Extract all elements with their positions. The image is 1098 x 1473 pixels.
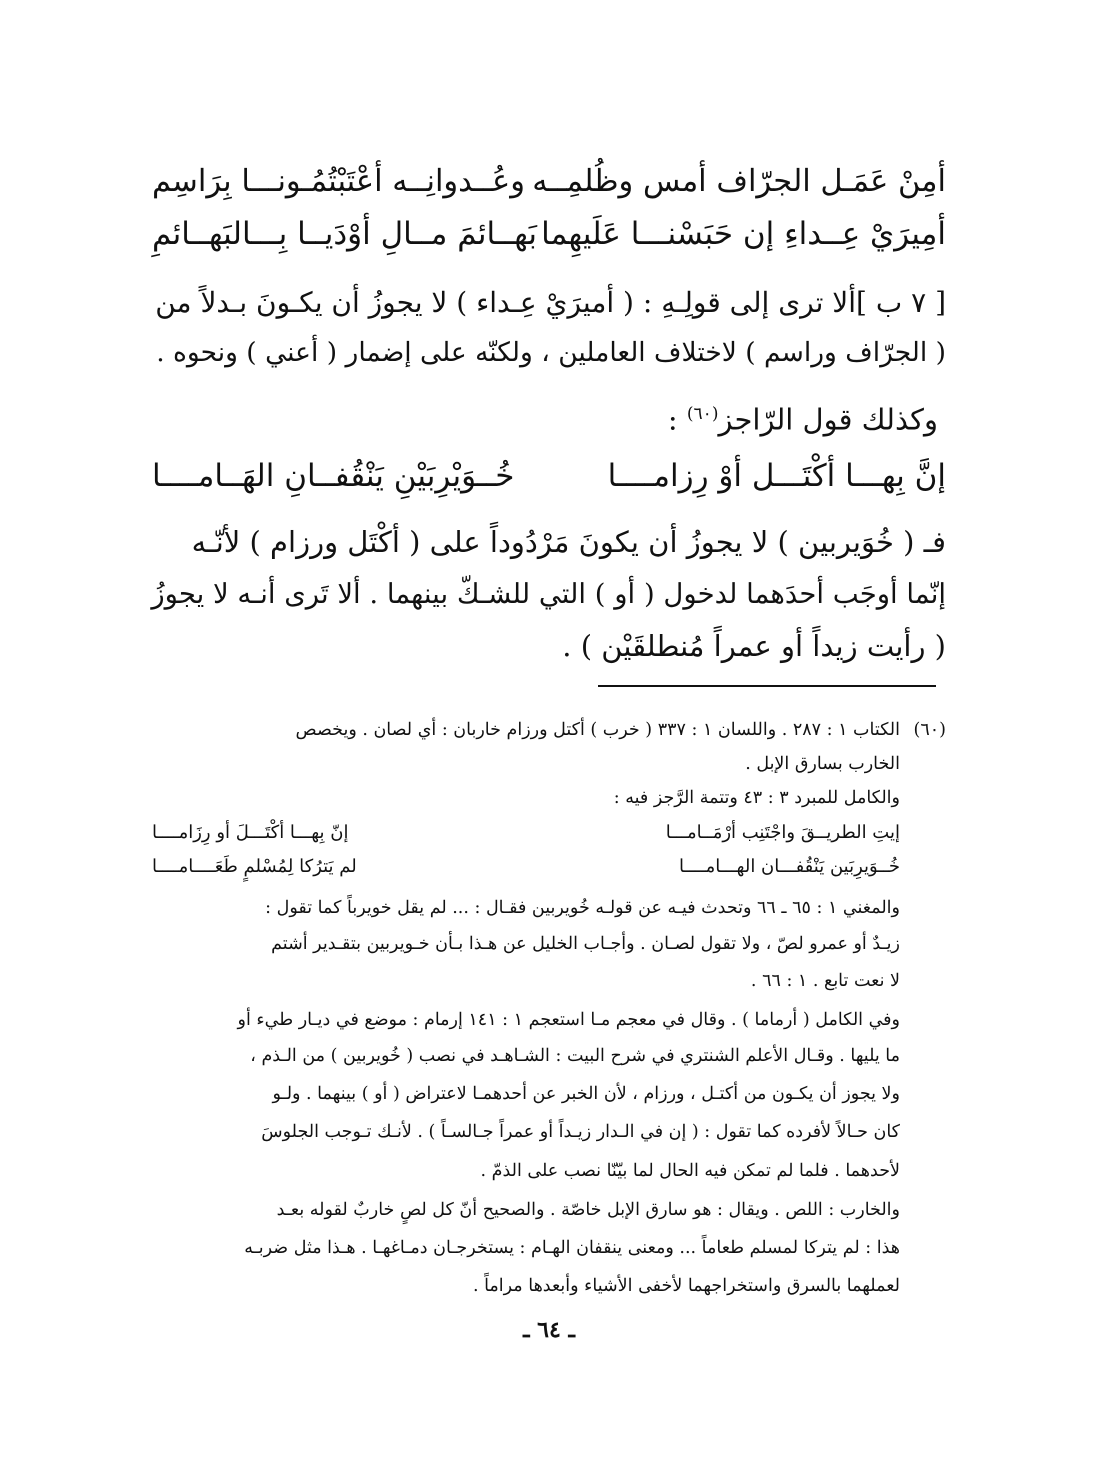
footnote-separator [598, 685, 936, 687]
footnote-verse-line-2 [152, 850, 900, 884]
rajiz-intro-line [152, 394, 938, 440]
footnote-number: (٦٠) [913, 720, 946, 740]
rajiz-colon: : [667, 402, 678, 437]
verse-line-2 [152, 214, 946, 254]
footnote-line: كان حـالاً لأفرده كما تقول : ( إن في الـدار زيـداً أو عمراً جـالسـاً ) . لأنـك تـوجب الجلوسَ [261, 1122, 900, 1142]
verse-hemistich-left: خُــوَيْرِبَيْنِ يَنْقُفــانِ الهَــامــــا [152, 458, 515, 494]
paragraph-line: ( الجرّاف وراسم ) لاختلاف العاملين ، ولكنّه على إضمار ( أعني ) ونحوه . [156, 337, 946, 368]
verse-hemistich-right: أمِنْ عَمَـل الجرّاف أمس وظُلمِــه [532, 164, 946, 199]
verse-hemistich-right: إنَّ بِهـــا أكْتَـــل أوْ رِزامــــا [607, 458, 946, 494]
footnote-line: والمغني ١ : ٦٥ ـ ٦٦ وتحدث فيـه عن قولـه خُويربين فقـال : ... لم يقل خويرباً كما تقول : [265, 898, 900, 918]
footnote-line: وفي الكامل ( أرماما ) . وقال في معجم مـا استعجم ١ : ١٤١ إرمام : موضع في ديـار طيء أو [237, 1010, 900, 1030]
verse-hemistich-right: إيتِ الطريــقَ واجْتَنِب أرْمَــامـــا [665, 822, 900, 843]
verse-hemistich-right: أمِيرَيْ عِــداءِ إن حَبَسْنـــا عَلَيهِما [541, 216, 946, 252]
verse-line-1 [152, 162, 946, 202]
verse-hemistich-right: خُــوَيرِبَين يَنْقُفـــان الهـــامــــا [679, 856, 900, 877]
footnote-line: هذا : لم يتركا لمسلم طعاماً ... ومعنى ينقفان الهـام : يستخرجـان دمـاغهـا . هـذا مثل ضربـه [244, 1238, 900, 1258]
footnote-line: زيـدٌ أو عمرو لصّ ، ولا تقول لصـان . وأجـاب الخليل عن هـذا بـأن خـويربين بتقـدير أشتم [271, 934, 900, 954]
footnote-line: الكتاب ١ : ٢٨٧ . واللسان ١ : ٣٣٧ ( خرب ) أكتل ورزام خاربان : أي لصان . ويخصص [295, 720, 900, 740]
footnote-line: والكامل للمبرد ٣ : ٤٣ وتتمة الرَّجز فيه : [613, 788, 900, 808]
verse-hemistich-left: وعُــدوانِــه أعْتَبْتُمُـونـــا بِرَاسِم [152, 164, 525, 199]
footnote-line: لعملهما بالسرق واستخراجهما لأخفى الأشياء وأبعدها مراماً . [472, 1276, 900, 1296]
paragraph-line: ( رأيت زيداً أو عمراً مُنطلقَيْن ) . [562, 629, 946, 663]
footnote-line: لا نعت تابع . ١ : ٦٦ . [750, 971, 900, 991]
verse-hemistich-left: بَهــائمَ مــالِ أوْدَيــا بِـــالبَهــائمِ [152, 216, 537, 252]
footnote-line: ما يليها . وقـال الأعلم الشنتري في شرح البيت : الشـاهـد في نصب ( خُويربين ) من الـذم ، [250, 1046, 900, 1066]
footnote-line: ولا يجوز أن يكـون من أكتـل ، ورزام ، لأن الخبر عن أحدهمـا لاعتراض ( أو ) بينهما . ولـو [272, 1084, 900, 1104]
page-number: ـ ٦٤ ـ [523, 1317, 575, 1343]
footnote-line: لأحدهما . فلما لم تمكن فيه الحال لما بيّنّا نصب على الذمّ . [480, 1161, 900, 1181]
verse-hemistich-left: إنّ بِهـــا أكْتَـــلَ أو رِزَامــــا [152, 822, 349, 843]
footnote-line: الخارب بسارق الإبل . [745, 754, 900, 774]
verse-hemistich-left: لم يَترُكا لِمُسْلمٍ طَعَــــامــــا [152, 856, 357, 877]
paragraph-line: فـ ( خُوَيربين ) لا يجوزُ أن يكونَ مَرْدُوداً على ( أكْتَل ورزام ) لأنّـه [191, 525, 946, 559]
footnote-reference: (٦٠) [686, 404, 719, 424]
rajiz-intro-text: وكذلك قول الرّاجز [718, 402, 938, 437]
footnote-verse-line-1 [152, 816, 900, 850]
paragraph-line: إنّما أوجَب أحدَهما لدخول ( أو ) التي للشـكّ بينهما . ألا تَرى أنـه لا يجوزُ [151, 578, 946, 610]
verse-line-3 [152, 456, 946, 496]
footnote-line: والخارب : اللص . ويقال : هو سارق الإبل خاصّة . والصحيح أنّ كل لصٍ خاربٌ لقوله بعـد [276, 1200, 900, 1220]
paragraph-line: [ ٧ ب ]ألا ترى إلى قولِـهِ : ( أميرَيْ عِـداء ) لا يجوزُ أن يكـونَ بـدلاً من [155, 286, 946, 319]
